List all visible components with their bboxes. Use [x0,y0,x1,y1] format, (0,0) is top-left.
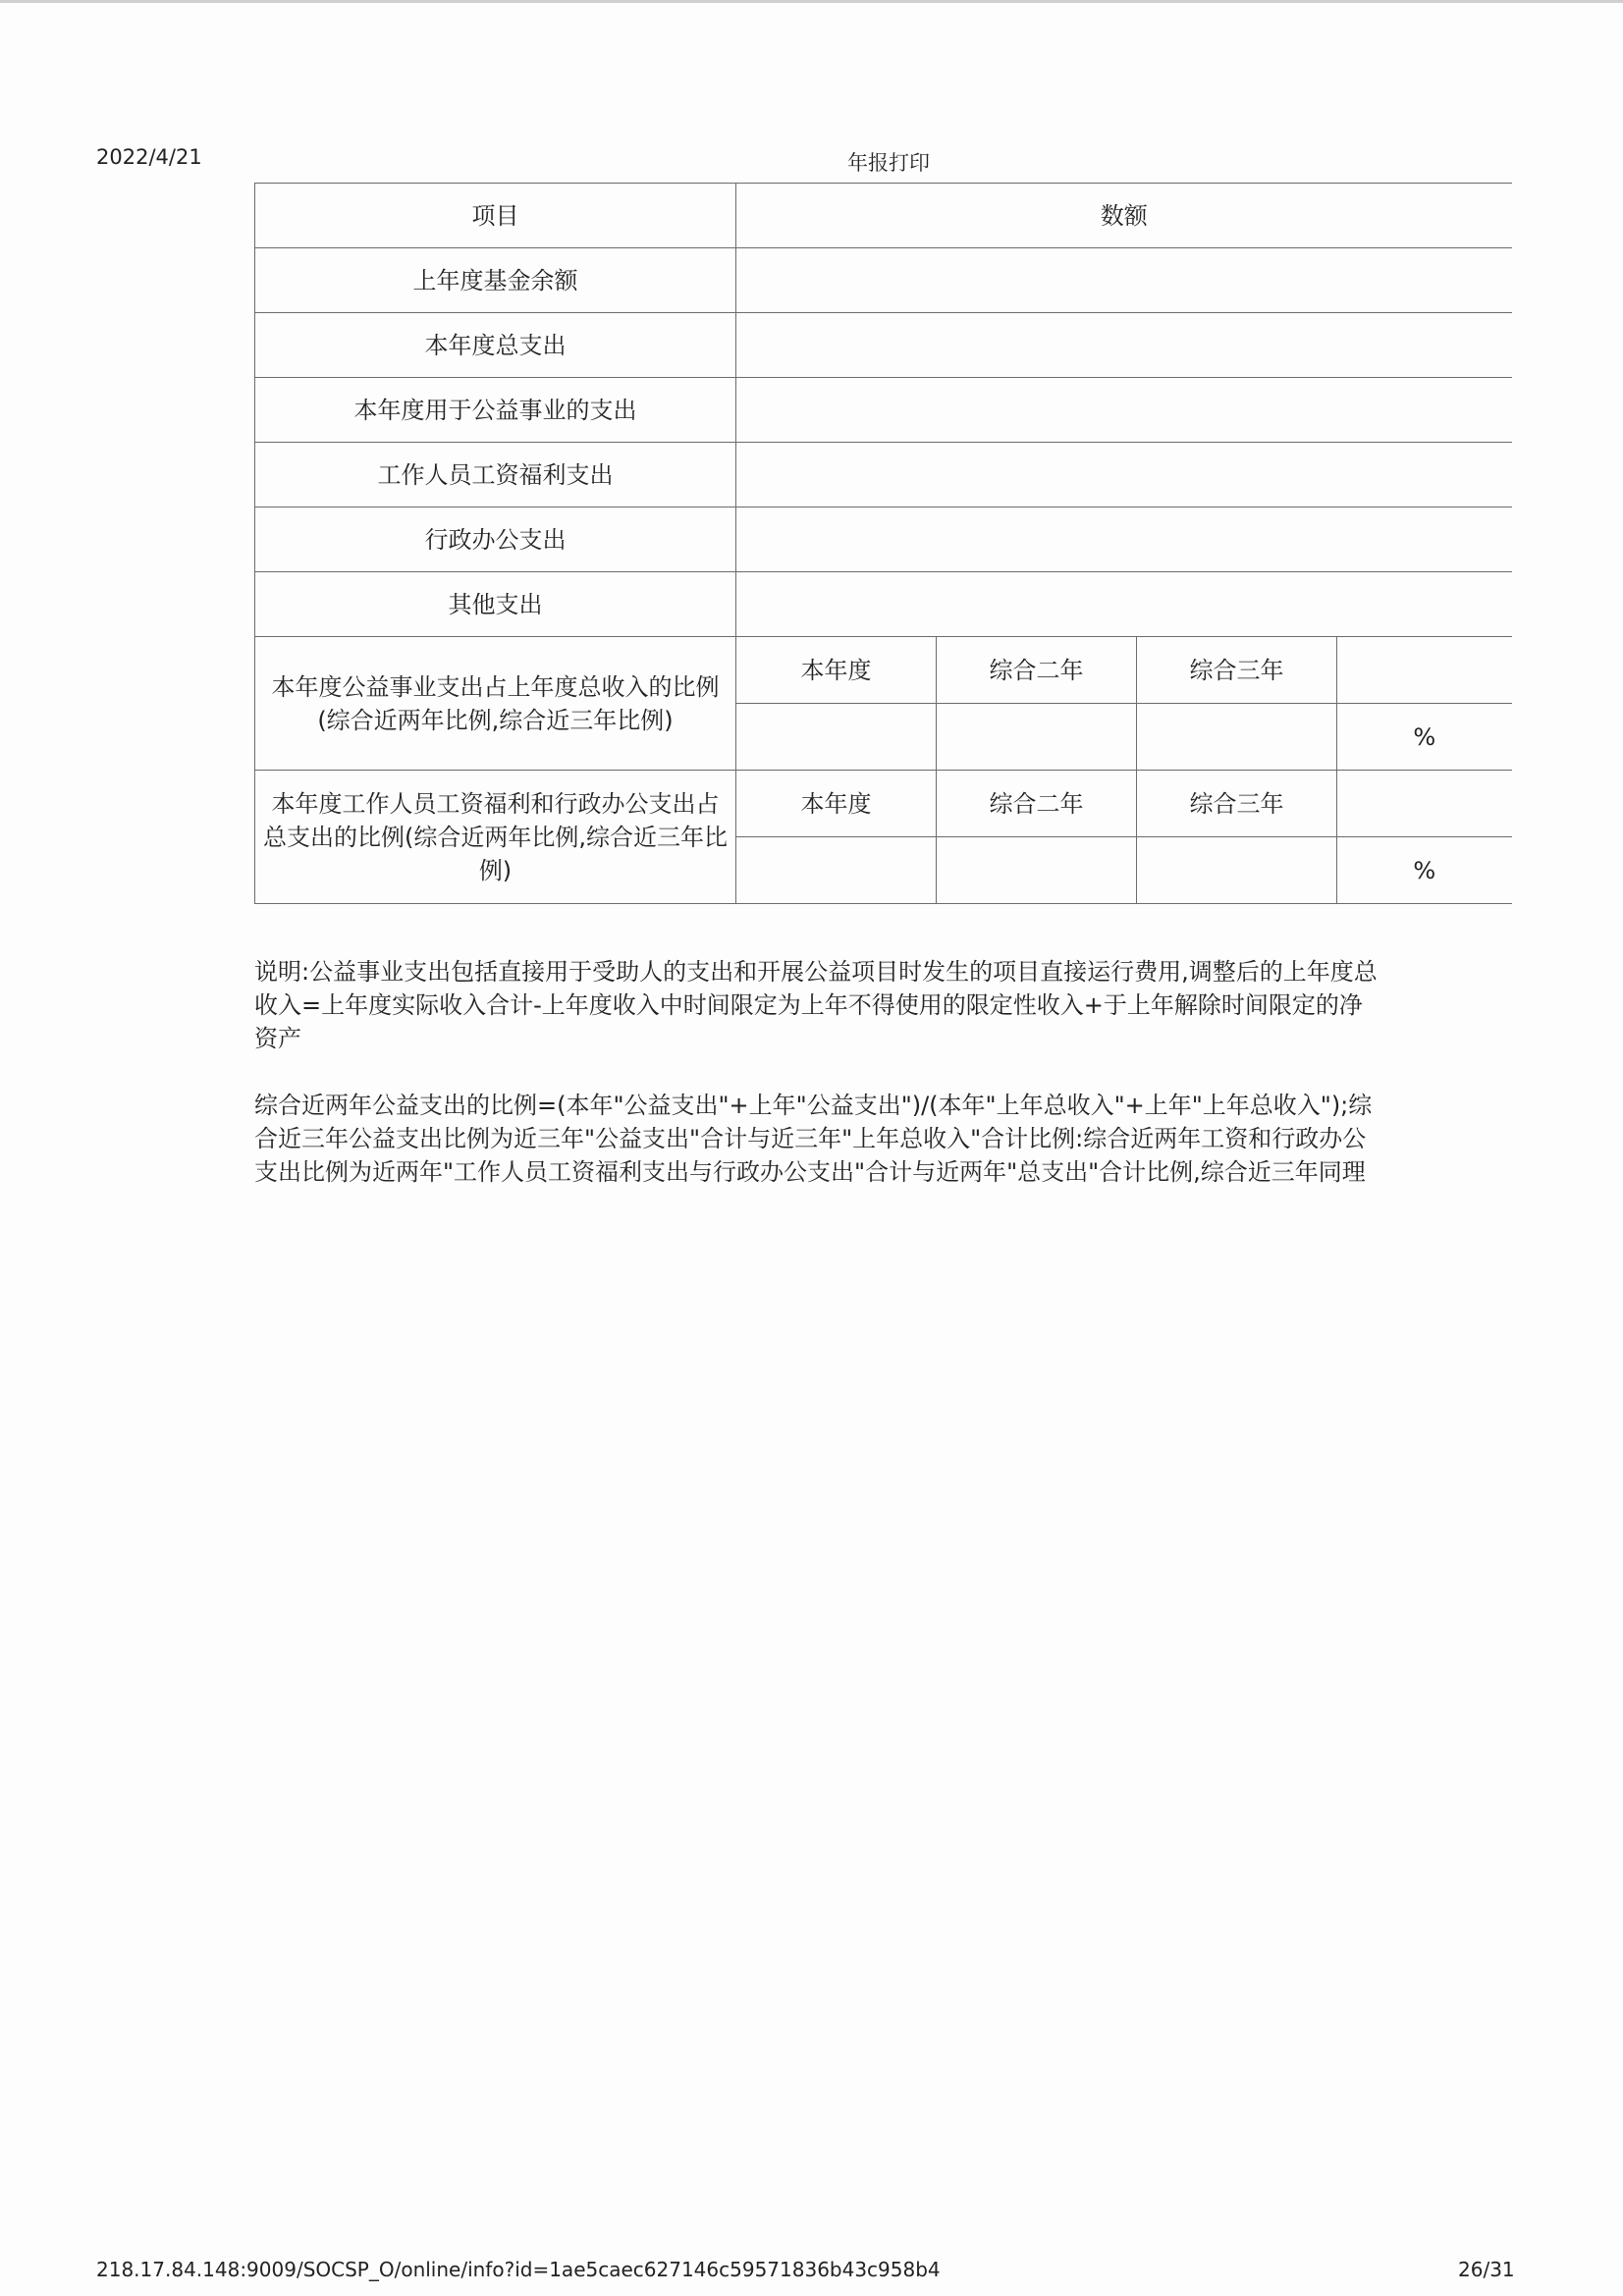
row-label: 上年度基金余额 [255,248,736,313]
table-row [255,378,1512,443]
table-row [255,507,1512,572]
scan-edge [0,0,1623,3]
footer-url: 218.17.84.148:9009/SOCSP_O/online/info?id=1ae5caec627146c59571836b43c958b4 [96,2258,941,2281]
row-label: 行政办公支出 [255,507,736,572]
column-header-amount: 数额 [736,184,1512,248]
sub-header-blank [1337,771,1512,837]
ratio-value-two-years [937,837,1137,904]
sub-header-this-year: 本年度 [736,637,937,704]
ratio-value-this-year [736,837,937,904]
sub-header-three-years: 综合三年 [1137,637,1337,704]
table-row [255,248,1512,313]
note-paragraph-formula: 综合近两年公益支出的比例=(本年"公益支出"+上年"公益支出")/(本年"上年总收入"+上年"上年总收入");综合近三年公益支出比例为近三年"公益支出"合计与近三年"上年总收入"合计比例:综合近两年工资和行政办公支出比例为近两年"工作人员工资福利支出与行政办公支出"合计与近两年"总支出"合计比例,综合近三年同理 [254,1092,1373,1186]
table-header-row [255,184,1512,248]
row-label: 本年度用于公益事业的支出 [255,378,736,443]
row-value [736,572,1512,637]
sub-header-this-year: 本年度 [736,771,937,837]
ratio-value-three-years [1137,837,1337,904]
table-row [255,313,1512,378]
ratio-row-header [255,637,1512,704]
ratio-label-staff-admin: 本年度工作人员工资福利和行政办公支出占总支出的比例(综合近两年比例,综合近三年比例) [255,771,736,904]
ratio-label-public-welfare: 本年度公益事业支出占上年度总收入的比例(综合近两年比例,综合近三年比例) [255,637,736,771]
ratio-row-header [255,771,1512,837]
table-row [255,443,1512,507]
row-label: 工作人员工资福利支出 [255,443,736,507]
row-value [736,248,1512,313]
ratio-value-three-years [1137,704,1337,771]
row-label: 本年度总支出 [255,313,736,378]
annual-report-table [254,183,1512,904]
table-row [255,572,1512,637]
row-value [736,443,1512,507]
row-value [736,313,1512,378]
explanation-notes [254,955,1383,1222]
row-value [736,378,1512,443]
column-header-item: 项目 [255,184,736,248]
sub-header-two-years: 综合二年 [937,771,1137,837]
sub-header-blank [1337,637,1512,704]
sub-header-two-years: 综合二年 [937,637,1137,704]
ratio-value-this-year [736,704,937,771]
page-number: 26/31 [1458,2258,1515,2281]
row-label: 其他支出 [255,572,736,637]
note-paragraph-definition: 说明:公益事业支出包括直接用于受助人的支出和开展公益项目时发生的项目直接运行费用,调整后的上年度总收入=上年度实际收入合计-上年度收入中时间限定为上年不得使用的限定性收入+于上年解除时间限定的净资产 [254,958,1378,1052]
sub-header-three-years: 综合三年 [1137,771,1337,837]
page-title: 年报打印 [847,151,930,175]
row-value [736,507,1512,572]
percent-sign: % [1337,704,1512,771]
print-date: 2022/4/21 [96,145,202,169]
percent-sign: % [1337,837,1512,904]
ratio-value-two-years [937,704,1137,771]
